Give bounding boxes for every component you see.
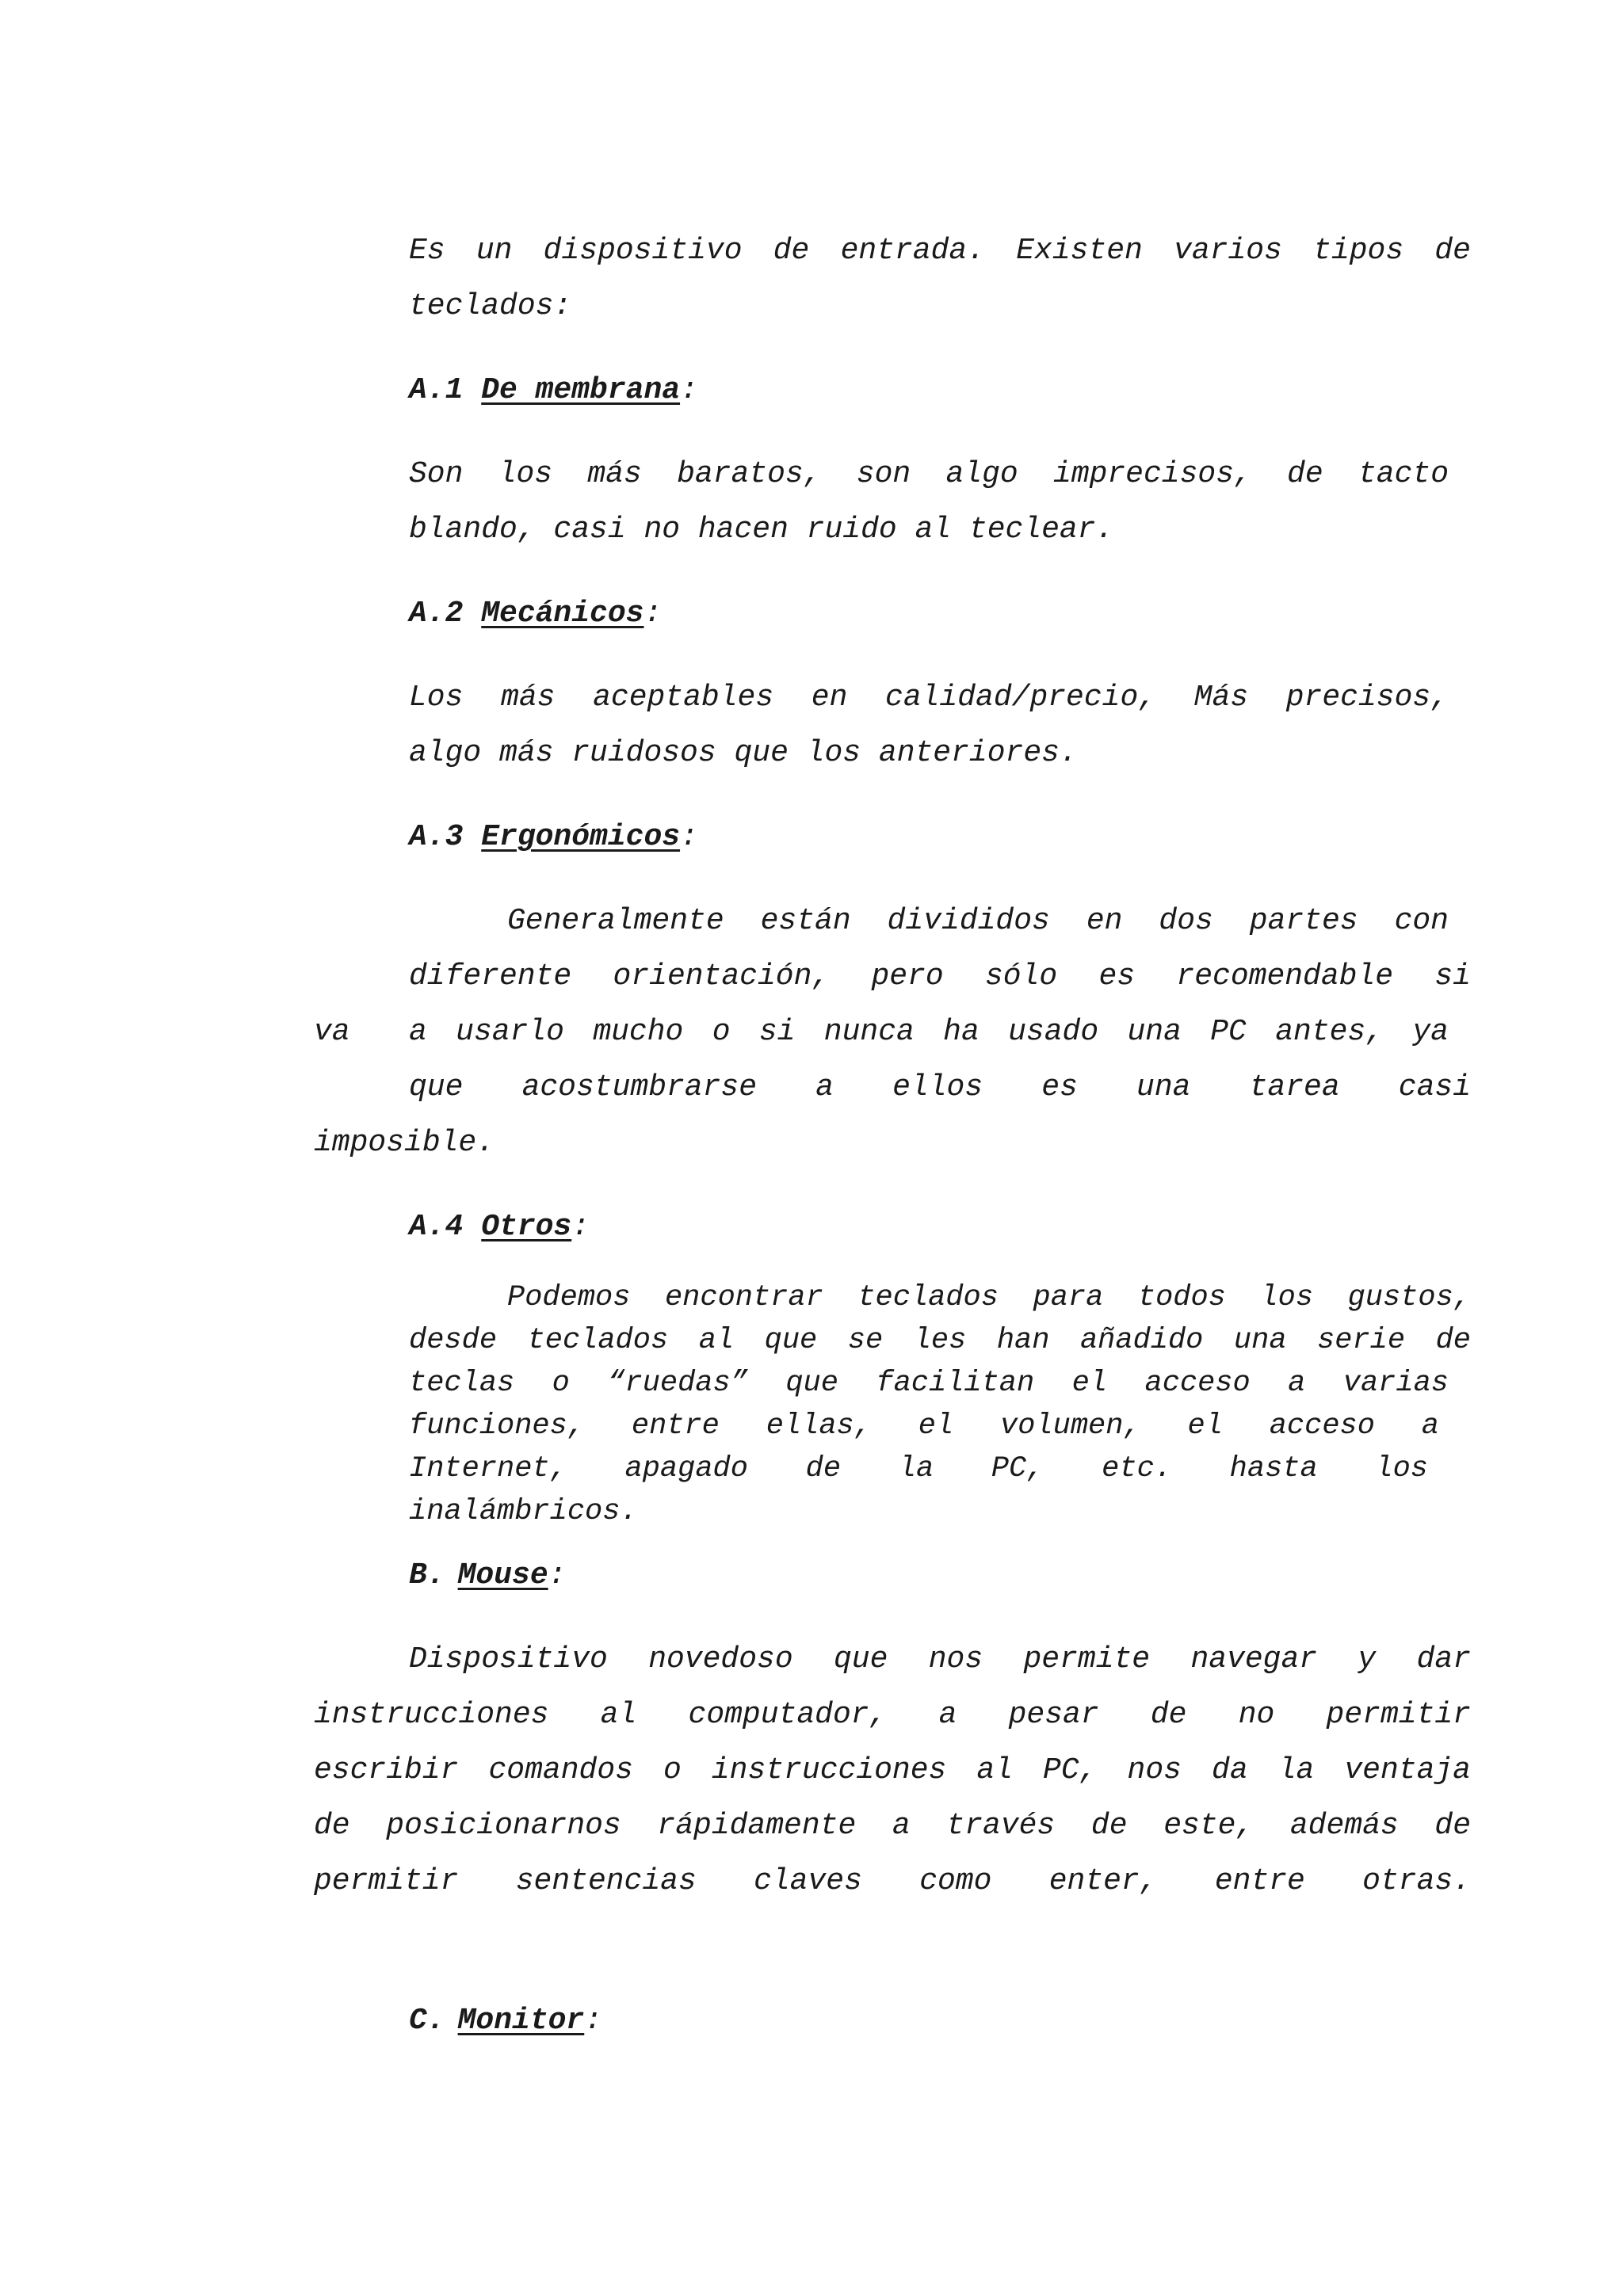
a4-line-1: Podemos encontrar teclados para todos los gustos, xyxy=(507,1281,1471,1314)
heading-a4-title: Otros xyxy=(481,1210,572,1244)
heading-a1-colon: : xyxy=(680,373,698,407)
a3-line-4: que acostumbrarse a ellos es una tarea casi xyxy=(409,1070,1471,1104)
heading-b-title: Mouse xyxy=(457,1558,548,1592)
heading-a1-number: A.1 xyxy=(409,373,482,407)
heading-a1-title: De membrana xyxy=(481,373,681,407)
heading-c-colon: : xyxy=(584,2004,603,2038)
heading-a3 xyxy=(409,822,698,852)
a3-line-3: a usarlo mucho o si nunca ha usado una PC antes, ya xyxy=(409,1015,1449,1049)
a3-line-5: imposible. xyxy=(314,1126,495,1160)
intro-line-2: teclados: xyxy=(409,289,572,323)
heading-a1 xyxy=(409,373,698,407)
heading-a2 xyxy=(409,599,662,629)
a3-line-3-start: va xyxy=(314,1015,350,1049)
a4-line-3: teclas o “ruedas” que facilitan el acceso a varias xyxy=(409,1367,1449,1400)
a4-line-5: Internet, apagado de la PC, etc. hasta los xyxy=(409,1452,1428,1486)
a4-line-6: inalámbricos. xyxy=(409,1495,638,1528)
a1-line-1: Son los más baratos, son algo imprecisos, de tacto xyxy=(409,457,1449,491)
a4-line-2: desde teclados al que se les han añadido una serie de xyxy=(409,1324,1471,1357)
a4-line-4: funciones, entre ellas, el volumen, el acceso a xyxy=(409,1409,1439,1443)
heading-a2-number: A.2 xyxy=(409,597,482,631)
b-line-5: permitir sentencias claves como enter, entre otras. xyxy=(314,1864,1471,1898)
heading-b-number: B. xyxy=(409,1558,445,1592)
b-line-2: instrucciones al computador, a pesar de no permitir xyxy=(314,1698,1471,1732)
b-line-1: Dispositivo novedoso que nos permite navegar y dar xyxy=(409,1642,1471,1676)
a2-line-2: algo más ruidosos que los anteriores. xyxy=(409,736,1078,770)
intro-line-1: Es un dispositivo de entrada. Existen varios tipos de xyxy=(409,234,1471,268)
heading-a4-number: A.4 xyxy=(409,1210,482,1244)
a2-line-1: Los más aceptables en calidad/precio, Más precisos, xyxy=(409,681,1449,715)
a3-line-2: diferente orientación, pero sólo es recomendable si xyxy=(409,959,1471,994)
heading-a4 xyxy=(409,1212,590,1242)
heading-a3-number: A.3 xyxy=(409,820,482,854)
heading-c-number: C. xyxy=(409,2004,445,2038)
heading-b xyxy=(409,1558,567,1592)
heading-a3-colon: : xyxy=(680,820,698,854)
b-line-4: de posicionarnos rápidamente a través de este, además de xyxy=(314,1809,1471,1843)
heading-a2-colon: : xyxy=(643,597,663,631)
heading-b-colon: : xyxy=(548,1558,567,1592)
a3-line-1: Generalmente están divididos en dos partes con xyxy=(507,904,1449,938)
heading-c-title: Monitor xyxy=(457,2004,585,2038)
heading-c xyxy=(409,2006,602,2036)
b-line-3: escribir comandos o instrucciones al PC, nos da la ventaja xyxy=(314,1753,1471,1787)
heading-a4-colon: : xyxy=(571,1210,590,1244)
a1-line-2: blando, casi no hacen ruido al teclear. xyxy=(409,513,1114,547)
heading-a3-title: Ergonómicos xyxy=(481,820,681,854)
heading-a2-title: Mecánicos xyxy=(481,597,644,631)
